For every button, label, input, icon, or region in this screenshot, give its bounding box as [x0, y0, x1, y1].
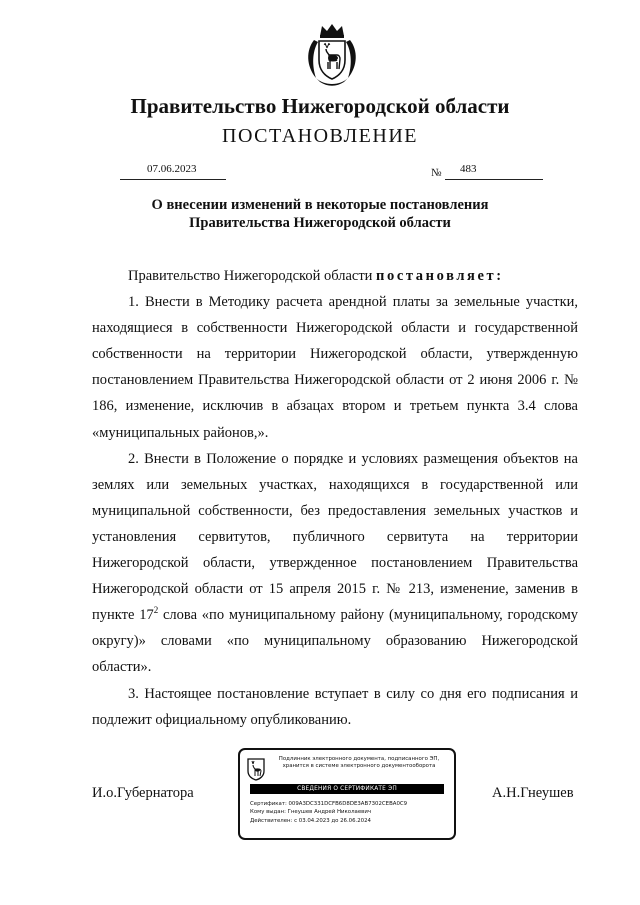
stamp-certificate: Сертификат: 009A3DC331DCFB6D8DE3AB7302CEBA0C9 — [250, 801, 408, 807]
item-1-paragraph: 1. Внести в Методику расчета арендной платы за земельные участки, находящиеся в собственности Нижегородской области и государственной собственности на территории Нижегородской области, утвержденную постановлением Правительства Нижегородской области от 2 июня 2006 г. № 186, изменение, исключив в абзацах втором и третьем пункта 3.4 слова «муниципальных районов,». — [92, 294, 578, 441]
stamp-details — [250, 800, 450, 825]
intro-action: постановляет: — [376, 268, 504, 284]
document-type: ПОСТАНОВЛЕНИЕ — [222, 125, 418, 147]
stamp-header — [266, 756, 452, 770]
stamp-header-line-1: Подлинник электронного документа, подписанного ЭП, — [278, 756, 440, 762]
item-2-text-after: слова «по муниципальному району (муниципальному, городскому округу)» словами «по муниципальному образованию Нижегородской области». — [92, 607, 578, 676]
stamp-issued-to: Кому выдан: Гнеушев Андрей Николаевич — [250, 809, 372, 816]
intro-paragraph — [92, 263, 578, 289]
stamp-validity: Действителен: с 03.04.2023 до 26.06.2024 — [250, 817, 371, 824]
date-field — [120, 163, 226, 180]
number-field — [445, 163, 543, 180]
document-number: 483 — [460, 163, 477, 175]
government-title: Правительство Нижегородской области — [130, 94, 510, 118]
document-body — [92, 263, 578, 733]
subject-line-2: Правительства Нижегородской области — [189, 215, 451, 231]
signatory-position: И.о.Губернатора — [92, 785, 194, 801]
signatory-name: А.Н.Гнеушев — [492, 785, 574, 801]
stamp-certificate-banner: СВЕДЕНИЯ О СЕРТИФИКАТЕ ЭП — [250, 784, 444, 794]
document-date: 07.06.2023 — [147, 163, 197, 175]
electronic-signature-stamp — [238, 748, 456, 840]
item-2-paragraph — [92, 446, 578, 681]
intro-lead: Правительство Нижегородской области — [128, 268, 377, 284]
coat-of-arms-icon — [302, 22, 362, 88]
item-2-superscript: 2 — [153, 605, 159, 616]
document-subject — [100, 196, 540, 232]
number-label: № — [431, 167, 442, 179]
subject-line-1: О внесении изменений в некоторые постановления — [151, 197, 489, 213]
item-3-paragraph: 3. Настоящее постановление вступает в силу со дня его подписания и подлежит официальному опубликованию. — [92, 685, 578, 728]
stamp-header-line-2: хранится в системе электронного документооборота — [282, 763, 436, 769]
item-2-text-before: 2. Внести в Положение о порядке и условиях размещения объектов на землях или земельных участках, находящихся в государственной или муниципальной собственности, без предоставления земельных участков и установления сервитутов, публичного сервитута на территории Нижегородской области, утвержденное постановлением Правительства Нижегородской области от 15 апреля 2015 г. № 213, изменение, заменив в пункте 17 — [92, 450, 578, 624]
coat-of-arms-icon — [246, 757, 266, 781]
